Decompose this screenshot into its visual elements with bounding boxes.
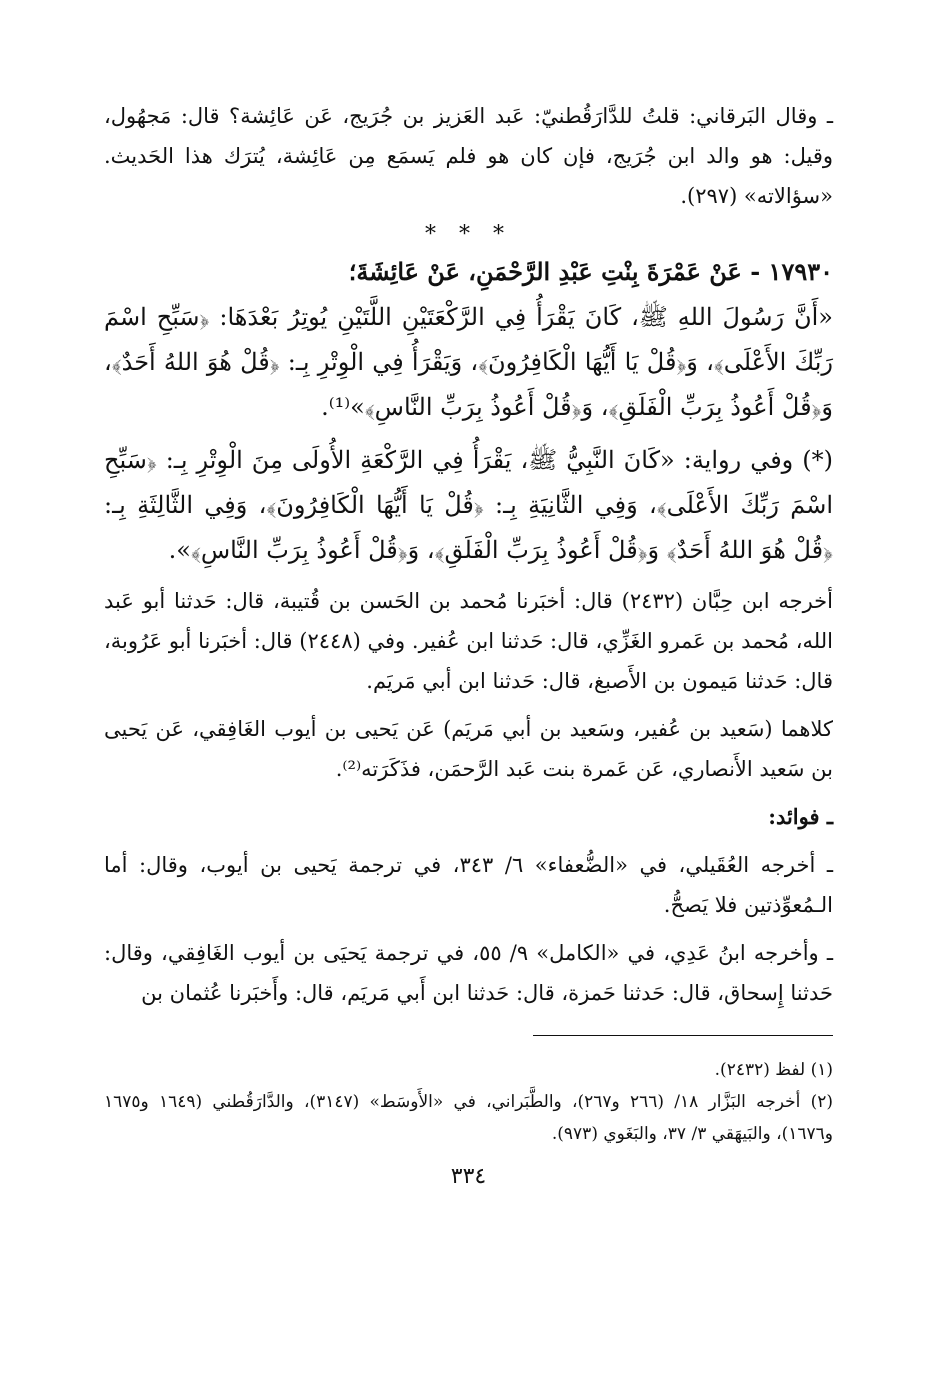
hadith-variant: (*) وفي رواية: «كَانَ النَّبِيُّ ﷺ، يَقْرَأُ فِي الرَّكْعَةِ الأُولَى مِنَ الْوِتْرِ بِـ: ﴿سَبِّحِ اسْمَ رَبِّكَ الأَعْلَى﴾، وَفِي الثَّانِيَةِ بِـ: ﴿قُلْ يَا أَيُّهَا الْكَافِرُونَ﴾، وَفِي الثَّالِثَةِ بِـ: ﴿قُلْ هُوَ اللهُ أَحَدٌ﴾ وَ﴿قُلْ أَعُوذُ بِرَبِّ الْفَلَقِ﴾، وَ﴿قُلْ أَعُوذُ بِرَبِّ النَّاسِ﴾». — [104, 446, 833, 564]
hadith-heading: ١٧٩٣٠ - عَنْ عَمْرَةَ بِنْتِ عَبْدِ الرَّحْمَنِ، عَنْ عَائِشَةَ؛ — [348, 257, 833, 286]
page-number: ٣٣٤ — [450, 1164, 487, 1189]
paragraph-barqani: ـ وقال البَرقاني: قلتُ للدَّارَقُطنيّ: عَبد العَزيز بن جُرَيج، عَن عَائِشة؟ قال: مَجهُول، وقيل: هو والد ابن جُرَيج، فإن كان هو فلم يَسمَع مِن عَائِشة، يُترَك هذا الحَديث. «سؤالاته» (٢٩٧). — [104, 104, 833, 208]
footnote-divider — [533, 1035, 833, 1036]
benefits-heading: ـ فوائد: — [768, 804, 833, 829]
benefit-ibn-adi: ـ وأخرجه ابنُ عَدِي، في «الكامل» ٩/ ٥٥، في ترجمة يَحيَى بن أيوب الغَافِقي، وقال: حَدثنا إِسحاق، قال: حَدثنا حَمزة، قال: حَدثنا ابن أَبي مَريَم، قال: وأَخبَرنا عُثمان بن — [104, 941, 833, 1005]
footnote-2: (٢) أخرجه البَزَّار ١٨/ (٢٦٦ و٢٦٧)، والطَّبَراني، في «الأَوسَط» (٣١٤٧)، والدَّارَقُطني (١٦٤٩ و١٦٧٥ و١٦٧٦)، والبَيهَقي ٣/ ٣٧، والبَغَوي (٩٧٣). — [104, 1092, 833, 1144]
hadith-text: «أَنَّ رَسُولَ اللهِ ﷺ، كَانَ يَقْرَأُ فِي الرَّكْعَتَيْنِ اللَّتَيْنِ يُوتِرُ بَعْدَهَا: ﴿سَبِّحِ اسْمَ رَبِّكَ الأَعْلَى﴾، وَ﴿قُلْ يَا أَيُّهَا الْكَافِرُونَ﴾، وَيَقْرَأُ فِي الْوِتْرِ بِـ: ﴿قُلْ هُوَ اللهُ أَحَدٌ﴾، وَ﴿قُلْ أَعُوذُ بِرَبِّ الْفَلَقِ﴾، وَ﴿قُلْ أَعُوذُ بِرَبِّ النَّاسِ﴾»⁽¹⁾. — [104, 303, 833, 421]
takhrij-chain-paragraph: كلاهما (سَعيد بن عُفير، وسَعيد بن أبي مَريَم) عَن يَحيى بن أيوب الغَافِقي، عَن يَحيى بن سَعيد الأَنصاري، عَن عَمرة بنت عَبد الرَّحمَن، فذَكَرَته⁽²⁾. — [104, 717, 833, 781]
section-separator: * * * — [425, 222, 512, 247]
footnote-1: (١) لفظ (٢٤٣٢). — [714, 1060, 833, 1080]
benefit-uqayli: ـ أخرجه العُقَيلي، في «الضُّعفاء» ٦/ ٣٤٣، في ترجمة يَحيى بن أيوب، وقال: أما الـمُعوِّذتين فلا يَصحُّ. — [104, 853, 833, 917]
takhrij-paragraph: أخرجه ابن حِبَّان (٢٤٣٢) قال: أخبَرنا مُحمد بن الحَسن بن قُتيبة، قال: حَدثنا أبو عَبد الله، مُحمد بن عَمرو الغَزِّي، قال: حَدثنا ابن عُفير. وفي (٢٤٤٨) قال: أخبَرنا أبو عَرُوبة، قال: حَدثنا مَيمون بن الأَصبغ، قال: حَدثنا ابن أبي مَريَم. — [104, 589, 833, 693]
